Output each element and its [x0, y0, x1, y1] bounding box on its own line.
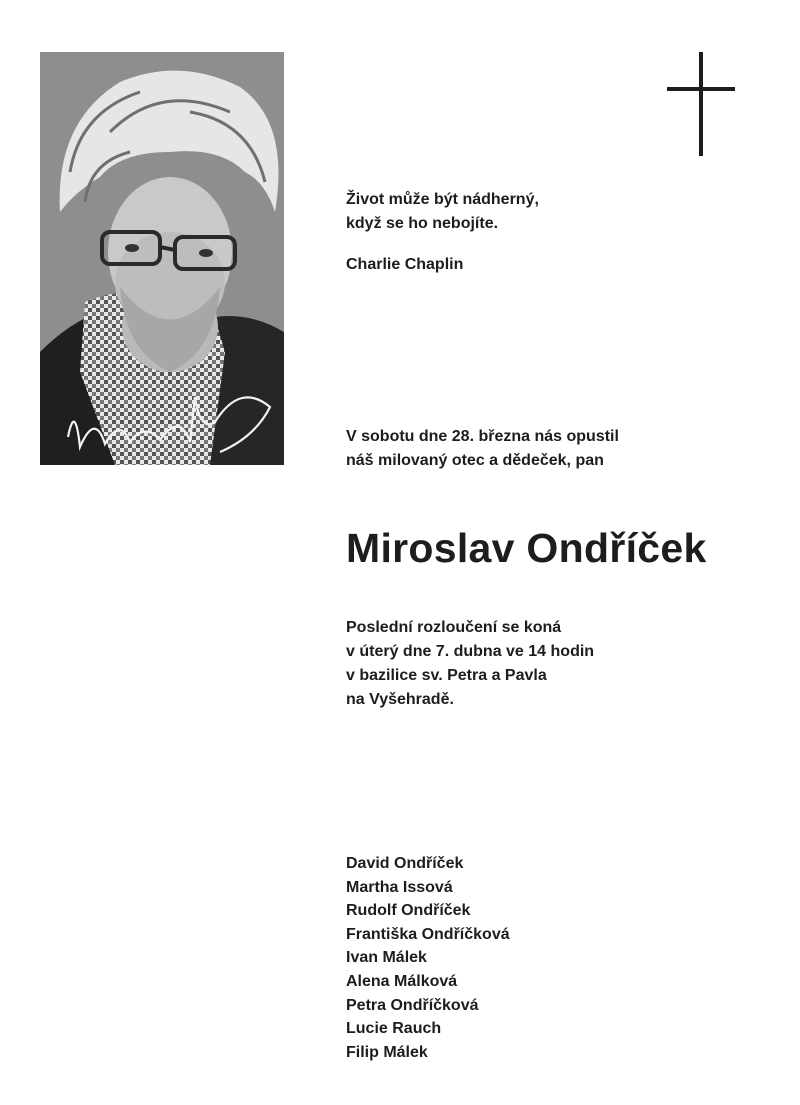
announcement-line: náš milovaný otec a dědeček, pan [346, 452, 604, 469]
quote-line: Život může být nádherný, [346, 191, 539, 208]
deceased-name: Miroslav Ondříček [346, 525, 707, 571]
quote-line: když se ho nebojíte. [346, 215, 499, 232]
funeral-line: v úterý dne 7. dubna ve 14 hodin [346, 643, 595, 660]
family-list [346, 852, 510, 1064]
family-member: Filip Málek [346, 1043, 428, 1061]
family-member: Lucie Rauch [346, 1020, 442, 1038]
funeral-line: na Vyšehradě. [346, 691, 454, 708]
portrait-illustration [40, 52, 284, 465]
portrait-photo [40, 52, 284, 465]
family-member: David Ondříček [346, 855, 464, 872]
funeral-line: Poslední rozloučení se koná [346, 619, 562, 636]
family-member: Františka Ondříčková [346, 925, 510, 943]
announcement-line: V sobotu dne 28. března nás opustil [346, 428, 619, 445]
funeral-details [346, 616, 594, 712]
death-announcement [346, 425, 619, 473]
cross-icon [667, 52, 735, 156]
family-member: Rudolf Ondříček [346, 902, 471, 920]
family-member: Martha Issová [346, 878, 453, 896]
funeral-line: v bazilice sv. Petra a Pavla [346, 667, 547, 684]
family-member: Petra Ondříčková [346, 996, 479, 1014]
family-member: Ivan Málek [346, 949, 427, 967]
quote-author: Charlie Chaplin [346, 256, 464, 273]
quote-text [346, 188, 539, 236]
family-member: Alena Málková [346, 972, 458, 990]
